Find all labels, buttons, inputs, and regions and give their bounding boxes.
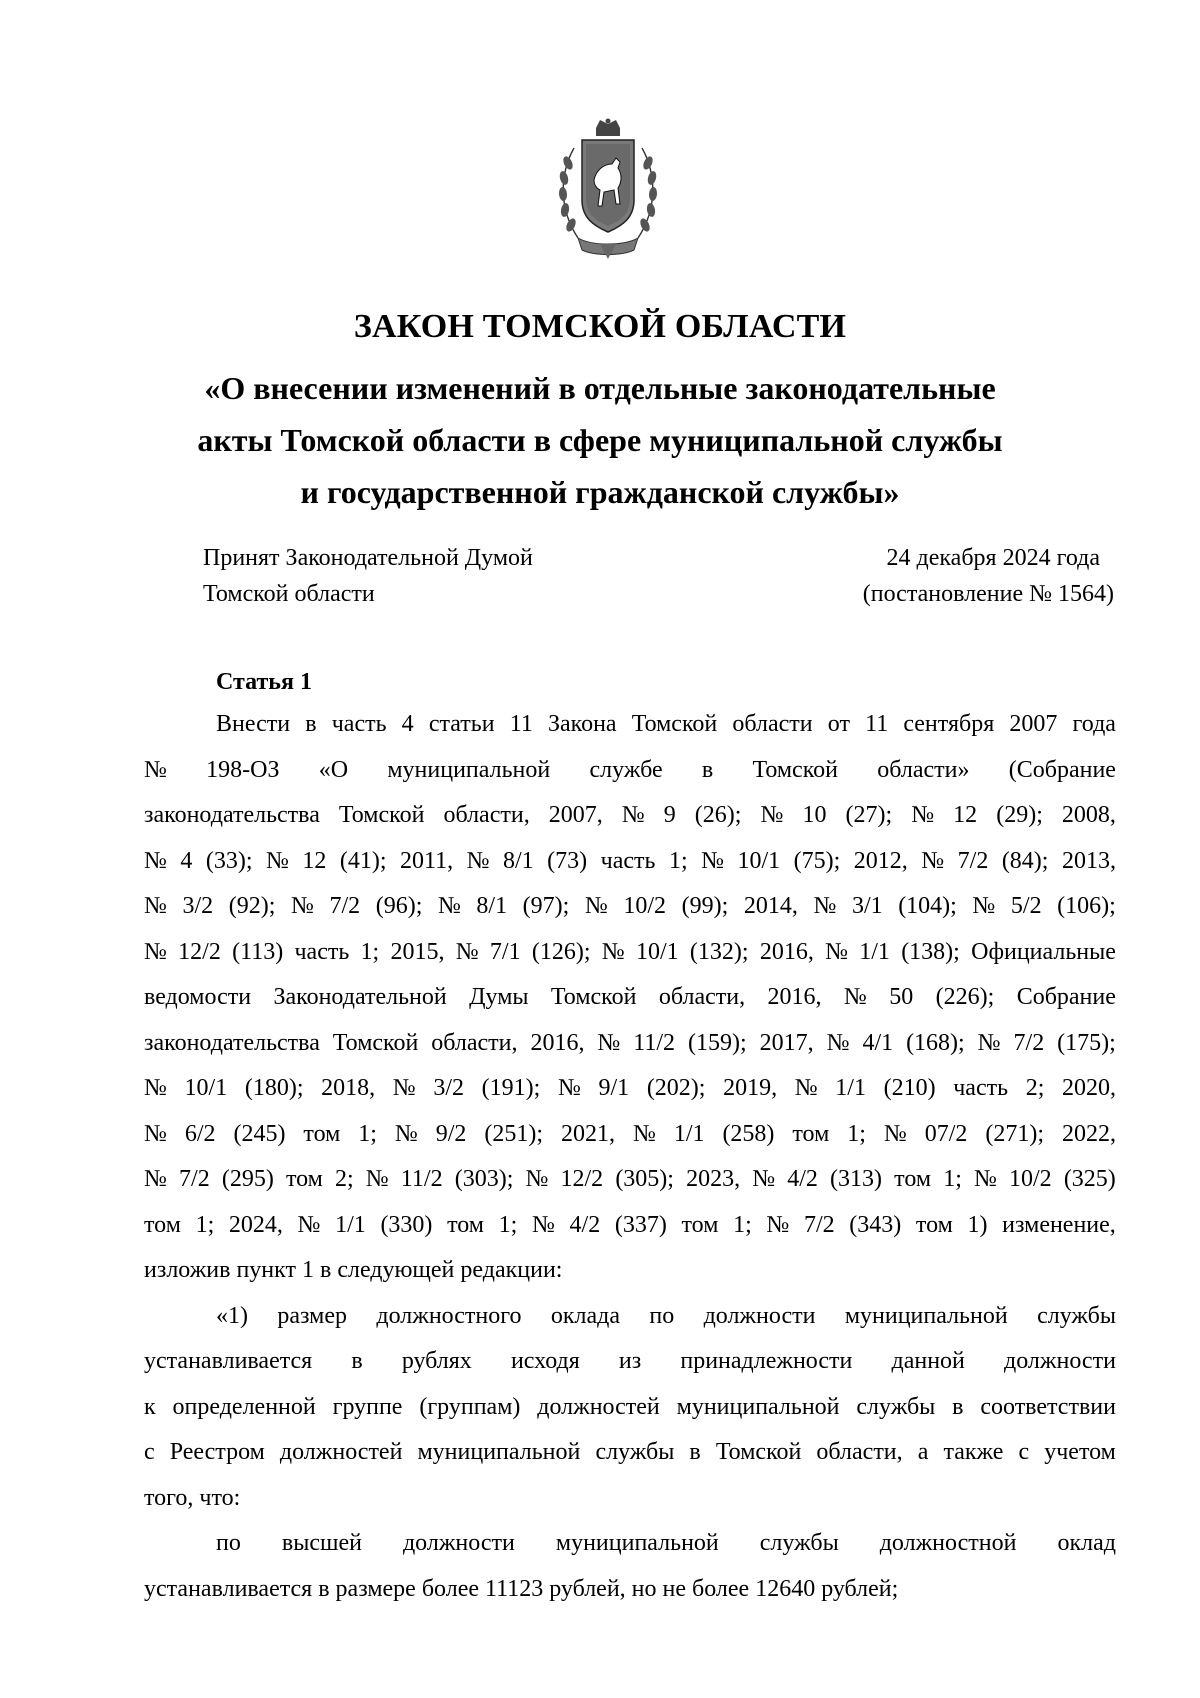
word: изменение, [1002, 1211, 1116, 1238]
text-line [144, 748, 1116, 794]
word: в [689, 1439, 701, 1465]
word: том [792, 1120, 830, 1147]
word: 2016, [530, 1029, 585, 1056]
word: (132); [689, 938, 749, 965]
word: № [977, 1029, 1001, 1056]
word: 1/1 [335, 1211, 366, 1238]
word: Томской [550, 984, 637, 1010]
text-line [144, 702, 1116, 748]
word: рублях [401, 1348, 472, 1374]
word: № [525, 1166, 549, 1192]
adoption-date-block [863, 540, 1114, 612]
word: том [144, 1211, 181, 1238]
adoption-date: 24 декабря 2024 года [886, 545, 1100, 571]
text-line [144, 1203, 1116, 1249]
word: 2012, [853, 847, 908, 874]
word: Реестром [169, 1439, 265, 1465]
word: данной [891, 1348, 965, 1374]
word: а [917, 1439, 929, 1465]
word: должности [1004, 1348, 1116, 1374]
word: № [144, 1120, 167, 1147]
word: 2013, [1061, 847, 1116, 874]
word: № [144, 847, 167, 874]
word: «1) [216, 1302, 248, 1329]
text-line [144, 1248, 1116, 1294]
word: № [597, 1029, 621, 1056]
word: № [290, 893, 314, 919]
word: 7/1 [489, 938, 521, 965]
word: (106); [1057, 893, 1116, 919]
word: (29); [996, 802, 1043, 828]
word: № [701, 847, 724, 874]
word: 2007, [548, 802, 603, 828]
word: 1/1 [835, 1075, 866, 1101]
word: 1/1 [859, 938, 890, 965]
word: 1; [847, 1120, 866, 1147]
word: области [732, 711, 813, 737]
word: (99); [681, 893, 729, 919]
word: области, [443, 802, 530, 828]
word: 10/1 [737, 847, 781, 874]
word: устанавливается [144, 1348, 313, 1374]
word: в [305, 711, 317, 737]
word: 4 [401, 711, 414, 737]
word: должностной [879, 1530, 1017, 1556]
word: того, что: [144, 1484, 241, 1511]
word: № [455, 938, 479, 965]
word: сентября [903, 711, 995, 737]
word: области, [658, 984, 746, 1010]
word: 2018, [321, 1075, 376, 1101]
subtitle-line: и государственной гражданской службы» [300, 474, 900, 510]
word: Внести [216, 711, 291, 737]
word: (175); [1057, 1029, 1116, 1056]
subtitle-line: акты Томской области в сфере муниципальной службы [197, 422, 1003, 458]
word: от [827, 711, 850, 737]
word: (245) [233, 1120, 286, 1147]
word: в [351, 1348, 363, 1374]
text-line [144, 930, 1116, 976]
word: соответствии [980, 1393, 1116, 1420]
word: года [1072, 711, 1116, 737]
word: 10/1 [635, 938, 679, 965]
text-line [144, 884, 1116, 930]
word: 50 [889, 984, 914, 1010]
word: (159); [688, 1029, 747, 1056]
word: (191); [481, 1075, 541, 1101]
text-line [144, 1476, 1116, 1522]
word: (251); [484, 1120, 544, 1147]
word: Томской [338, 802, 425, 828]
word: должностей [279, 1439, 403, 1465]
word: (126); [531, 938, 591, 965]
word: 2017, [759, 1029, 814, 1056]
word: 1; [360, 938, 380, 965]
word: службе [589, 756, 663, 783]
word: (33); [205, 847, 253, 874]
text-line [144, 1339, 1116, 1385]
word: Официальные [971, 938, 1116, 965]
word: (104); [898, 893, 957, 919]
word: 2011, [400, 847, 454, 874]
word: учетом [1044, 1439, 1116, 1465]
word: службы [856, 1393, 936, 1420]
word: 2023, [686, 1166, 741, 1192]
word: по [649, 1302, 675, 1329]
word: (26); [694, 802, 742, 828]
text-line [144, 1385, 1116, 1431]
word: муниципальной [676, 1393, 840, 1420]
word: 9/2 [435, 1120, 467, 1147]
word: устанавливается в размере более 11123 рублей, но не более 12640 рублей; [144, 1575, 899, 1602]
word: в [701, 756, 714, 783]
word: 7/2 [329, 893, 361, 919]
word: службы [759, 1530, 839, 1556]
word: 3/2 [433, 1075, 465, 1101]
word: (271); [985, 1120, 1044, 1147]
word: том [894, 1166, 932, 1192]
word: (168); [906, 1029, 965, 1056]
word: № [144, 893, 167, 919]
word: № [760, 802, 784, 828]
word: 07/2 [924, 1120, 968, 1147]
word: 10/1 [184, 1075, 228, 1101]
word: № [557, 1075, 581, 1101]
word: муниципальной [387, 756, 551, 783]
word: (337) [614, 1211, 667, 1238]
word: 11/2 [400, 1166, 443, 1192]
text-line [144, 975, 1116, 1021]
word: в [952, 1393, 964, 1420]
word: 2015, [390, 938, 445, 965]
word: должности [402, 1530, 515, 1556]
word: области, [431, 1029, 518, 1056]
word: изложив пункт 1 в следующей редакции: [144, 1257, 563, 1283]
word: № [584, 893, 608, 919]
word: должностного [376, 1302, 522, 1329]
word: муниципальной [844, 1302, 1008, 1329]
word: (343) [849, 1211, 902, 1238]
word: № [632, 1120, 656, 1147]
article-heading: Статья 1 [216, 669, 312, 695]
word: том [285, 1166, 323, 1192]
word: Томской [752, 756, 838, 783]
word: (325) [1063, 1166, 1116, 1192]
word: 2021, [561, 1120, 615, 1147]
word: к [144, 1393, 156, 1420]
word: (27); [845, 802, 893, 828]
word: (73) [547, 847, 588, 874]
word: том [447, 1211, 484, 1238]
word: 2007 [1009, 711, 1058, 737]
word: 1; [195, 1211, 215, 1238]
word: № [531, 1211, 555, 1238]
word: 7/2 [957, 847, 989, 874]
word: 9 [663, 802, 676, 828]
word: Томской [332, 1029, 419, 1056]
word: том [303, 1120, 341, 1147]
word: 1; [358, 1120, 377, 1147]
word: должности [703, 1302, 816, 1329]
text-line [144, 1521, 1116, 1567]
word: (Собрание [1008, 756, 1116, 783]
word: (202); [646, 1075, 706, 1101]
word: 10 [802, 802, 827, 828]
word: том [915, 1211, 953, 1238]
word: службы [1037, 1302, 1116, 1329]
word: 11 [509, 711, 533, 737]
word: № [794, 1075, 818, 1101]
word: службы [595, 1439, 675, 1465]
word: 8/1 [503, 847, 534, 874]
word: № [813, 893, 837, 919]
word: № [972, 893, 996, 919]
word: № [144, 756, 167, 783]
text-line [144, 839, 1116, 885]
word: № [911, 802, 935, 828]
word: 2014, [743, 893, 798, 919]
law-title: ЗАКОН ТОМСКОЙ ОБЛАСТИ [353, 308, 847, 345]
word: 2019, [723, 1075, 778, 1101]
word: (305); [615, 1166, 674, 1192]
word: (258) [722, 1120, 775, 1147]
word: (226); [935, 984, 995, 1010]
coat-of-arms-icon [552, 118, 664, 260]
word: «О [318, 756, 349, 783]
word: муниципальной [555, 1530, 719, 1556]
word: 2016, [759, 938, 814, 965]
word: № [825, 938, 848, 965]
word: должностей [537, 1393, 660, 1420]
word: № [297, 1211, 321, 1238]
word: часть [600, 847, 656, 874]
word: 8/1 [476, 893, 508, 919]
word: 6/2 [184, 1120, 216, 1147]
text-line [144, 1157, 1116, 1203]
word: № [144, 1075, 167, 1101]
word: 2; [334, 1166, 354, 1192]
word: оклад [1057, 1530, 1116, 1556]
word: № [883, 1120, 907, 1147]
word: 7/2 [179, 1166, 210, 1192]
text-line [144, 1294, 1116, 1340]
word: 1) [967, 1211, 988, 1238]
word: (330) [380, 1211, 433, 1238]
word: области» [877, 756, 970, 783]
adopting-body-line: Принят Законодательной Думой [203, 545, 533, 571]
word: 11 [865, 711, 889, 737]
word: 7/2 [803, 1211, 835, 1238]
word: 198-ОЗ [206, 756, 280, 783]
word: № [365, 1166, 389, 1192]
word: № [266, 847, 289, 874]
word: № [826, 1029, 850, 1056]
word: 12 [953, 802, 978, 828]
word: часть [331, 711, 387, 737]
word: 12 [302, 847, 327, 874]
word: (92); [228, 893, 276, 919]
adopting-body-line: Томской области [203, 581, 375, 607]
word: (75); [793, 847, 841, 874]
word: часть [294, 938, 350, 965]
word: законодательства [144, 1029, 320, 1056]
word: 2; [1025, 1075, 1045, 1101]
subtitle-line: «О внесении изменений в отдельные законодательные [204, 370, 996, 406]
word: 4 [180, 847, 193, 874]
article-body [144, 702, 1116, 1612]
word: 2008, [1061, 802, 1116, 828]
word: из [618, 1348, 642, 1374]
word: № [843, 984, 867, 1010]
word: с [144, 1439, 155, 1465]
word: принадлежности [680, 1348, 853, 1374]
word: № [466, 847, 490, 874]
text-line [144, 1066, 1116, 1112]
word: (96); [375, 893, 423, 919]
word: с [1018, 1439, 1030, 1465]
word: 2022, [1061, 1120, 1116, 1147]
word: Собрание [1016, 984, 1116, 1010]
word: законодательства [144, 802, 320, 828]
word: (313) [830, 1166, 883, 1192]
word: 5/2 [1010, 893, 1042, 919]
word: Закона [547, 711, 617, 737]
word: области, [816, 1439, 903, 1465]
word: (группам) [419, 1393, 521, 1420]
word: 4/2 [569, 1211, 601, 1238]
word: (210) [883, 1075, 936, 1101]
word: № [621, 802, 645, 828]
word: 2024, [228, 1211, 283, 1238]
word: 1/1 [673, 1120, 705, 1147]
word: (295) [221, 1166, 274, 1192]
word: часть [953, 1075, 1009, 1101]
word: определенной [172, 1393, 316, 1420]
word: Думы [469, 984, 529, 1010]
text-line [144, 1567, 1116, 1613]
text-line [144, 1112, 1116, 1158]
word: 9/1 [598, 1075, 630, 1101]
word: также [943, 1439, 1004, 1465]
word: Томской [715, 1439, 802, 1465]
word: 11/2 [633, 1029, 676, 1056]
word: (97); [522, 893, 570, 919]
word: ведомости [144, 984, 252, 1010]
word: 7/2 [1013, 1029, 1045, 1056]
word: размер [277, 1302, 347, 1329]
word: (180); [244, 1075, 304, 1101]
word: № [144, 938, 167, 965]
word: № [601, 938, 625, 965]
word: 1; [668, 847, 688, 874]
word: (41); [339, 847, 387, 874]
word: 3/2 [182, 893, 214, 919]
word: 1; [733, 1211, 752, 1238]
word: 10/2 [1009, 1166, 1052, 1192]
word: группе [332, 1393, 403, 1420]
word: 2016, [767, 984, 822, 1010]
word: № [144, 1166, 167, 1192]
word: 3/1 [851, 893, 883, 919]
word: статьи [428, 711, 495, 737]
word: № [921, 847, 945, 874]
word: 4/1 [862, 1029, 894, 1056]
word: муниципальной [417, 1439, 581, 1465]
word: № [766, 1211, 790, 1238]
word: Томской [631, 711, 718, 737]
word: по [216, 1530, 241, 1556]
text-line [144, 793, 1116, 839]
word: Законодательной [273, 984, 447, 1010]
text-line [144, 1021, 1116, 1067]
word: (303); [454, 1166, 514, 1192]
word: № [752, 1166, 776, 1192]
word: исходя [510, 1348, 580, 1374]
word: 12/2 [178, 938, 221, 965]
resolution-number: (постановление № 1564) [862, 581, 1114, 607]
word: 10/2 [623, 893, 667, 919]
word: 1; [943, 1166, 962, 1192]
adopting-body [203, 540, 533, 612]
word: 1; [498, 1211, 518, 1238]
word: № [437, 893, 461, 919]
text-line [144, 1430, 1116, 1476]
word: № [392, 1075, 416, 1101]
word: 2020, [1062, 1075, 1116, 1101]
word: высшей [281, 1530, 362, 1556]
word: том [681, 1211, 719, 1238]
word: № [973, 1166, 997, 1192]
word: (84); [1001, 847, 1049, 874]
word: 4/2 [787, 1166, 818, 1192]
word: (113) [232, 938, 284, 965]
word: (138); [901, 938, 960, 965]
word: оклада [550, 1302, 620, 1329]
word: 12/2 [560, 1166, 604, 1192]
law-subtitle [150, 362, 1050, 518]
word: № [394, 1120, 418, 1147]
